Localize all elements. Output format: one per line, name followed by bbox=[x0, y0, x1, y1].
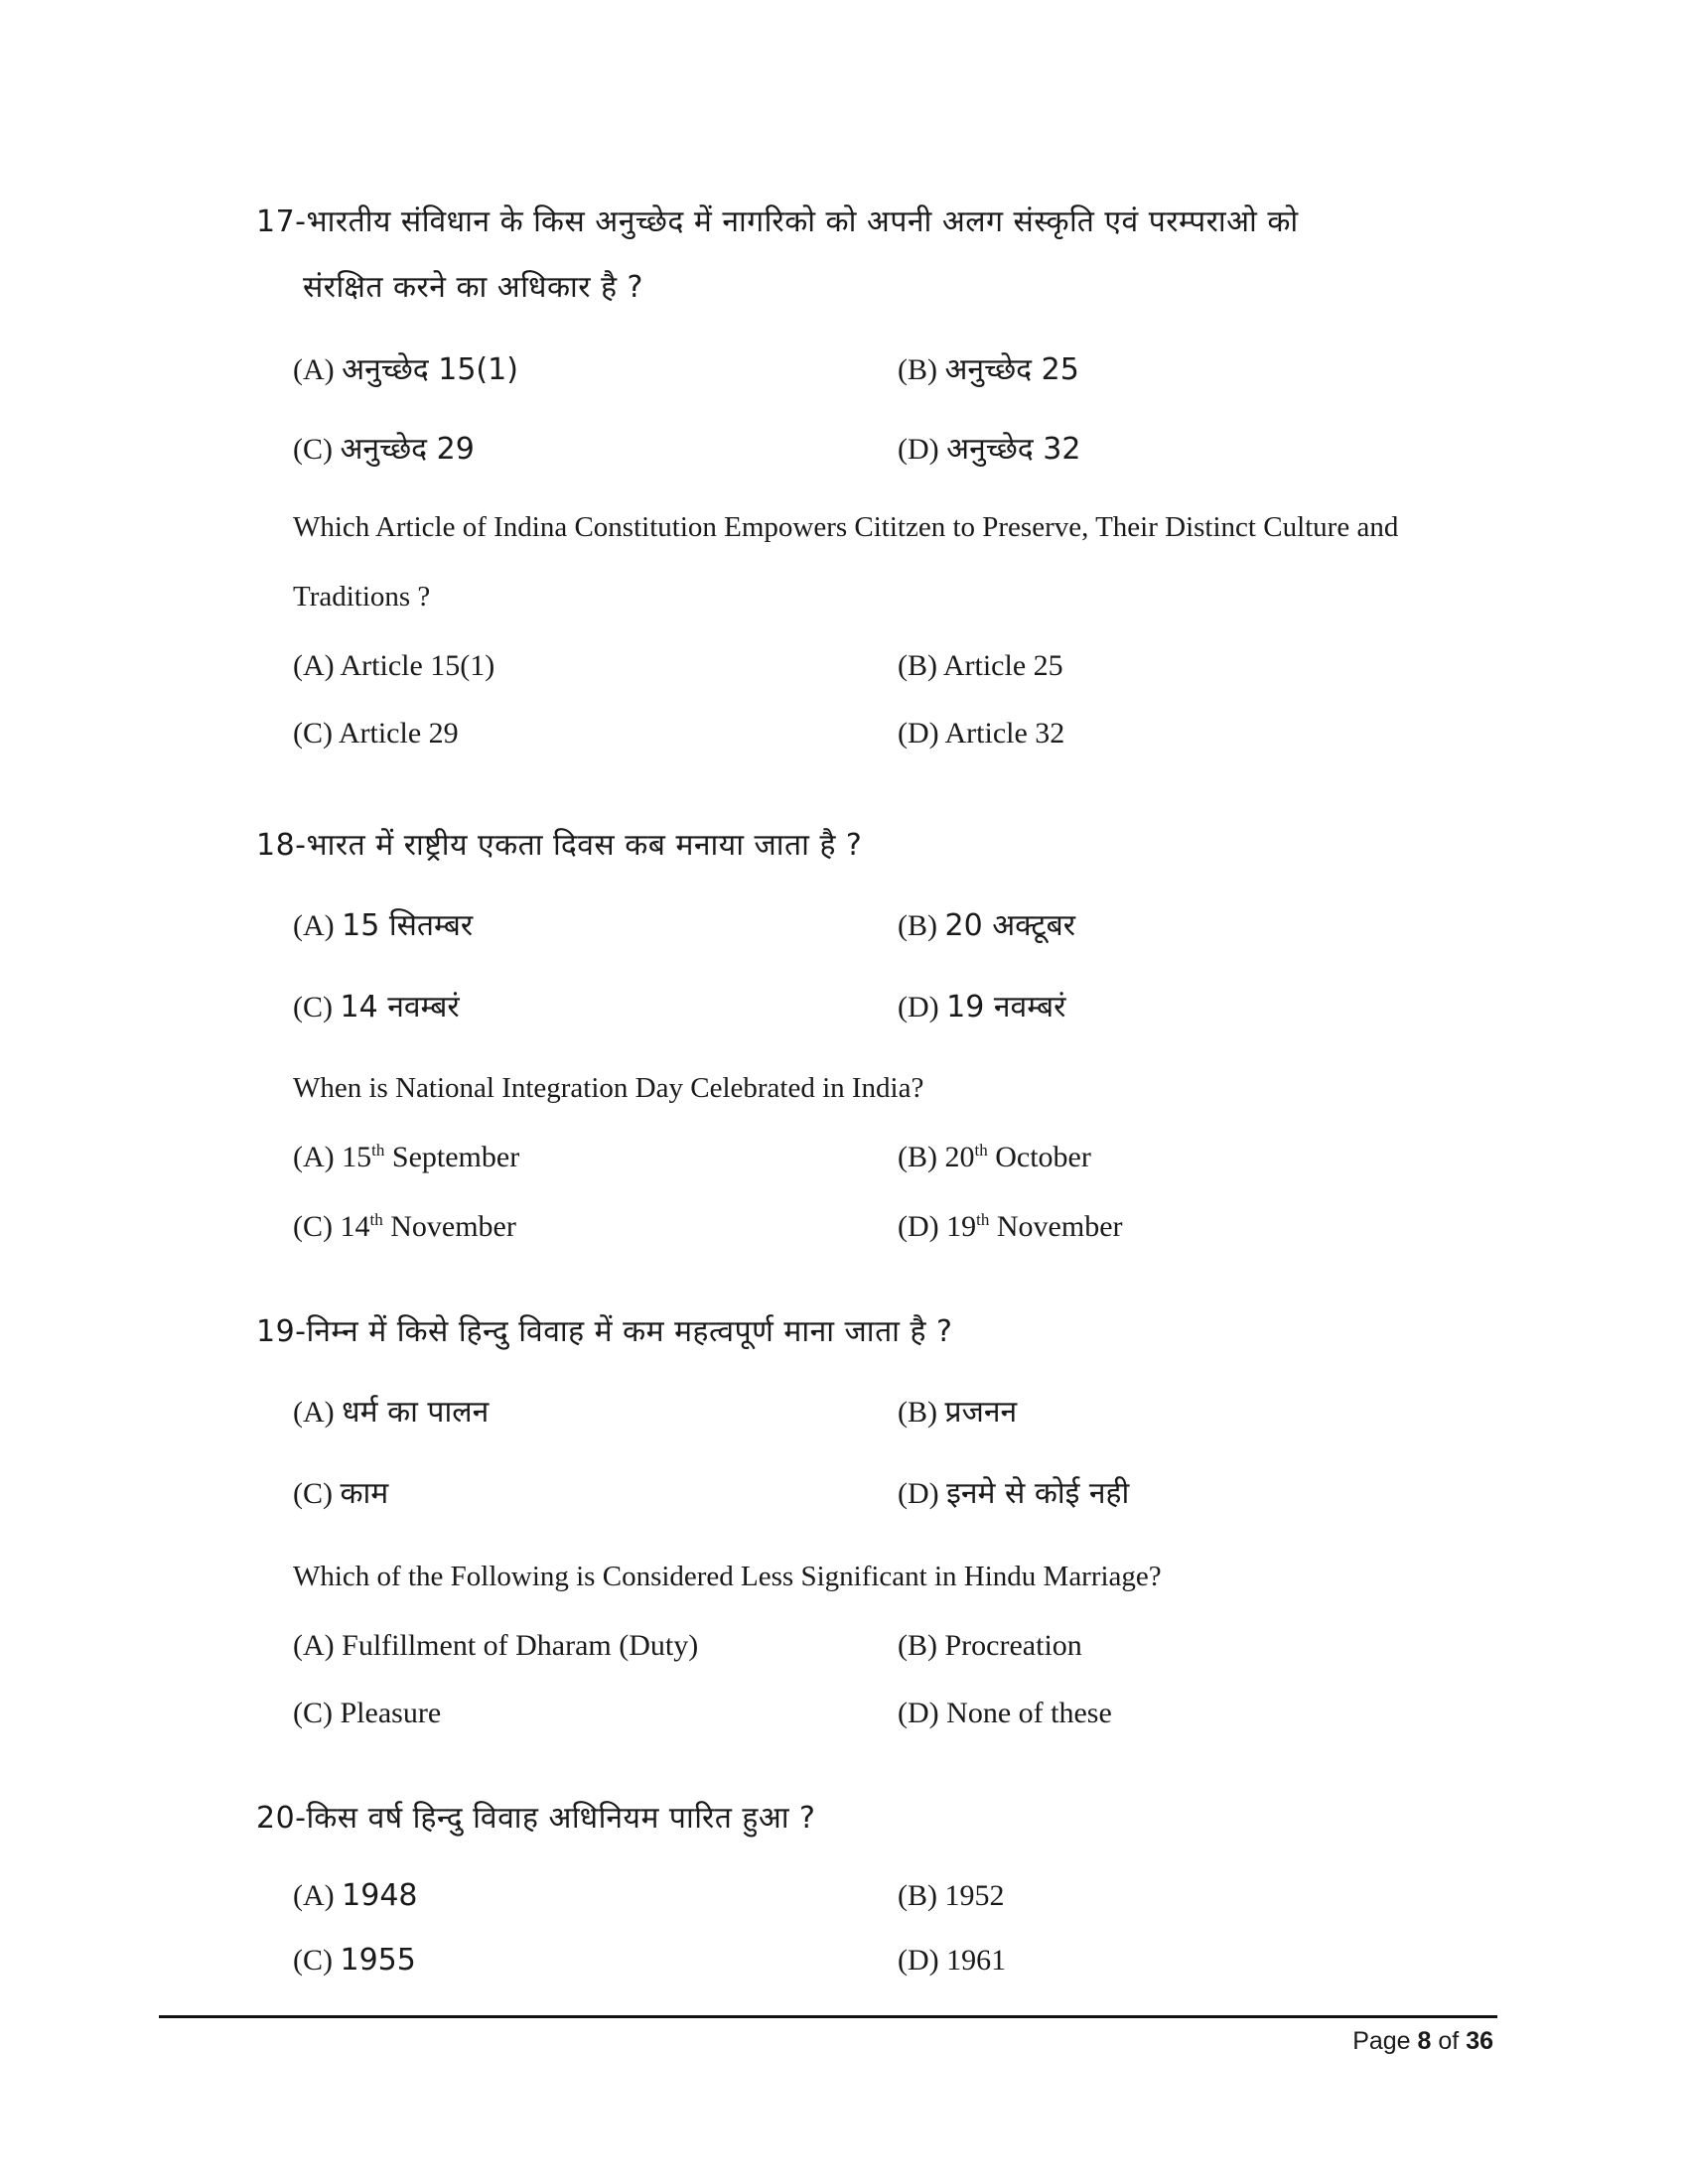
question-17-english-cont: Traditions ? bbox=[293, 581, 431, 613]
q19-english-option-b bbox=[898, 1628, 1082, 1664]
page-prefix: Page bbox=[1352, 2027, 1418, 2055]
q17-hindi-option-d bbox=[898, 432, 1080, 468]
option-text: 1955 bbox=[340, 1943, 416, 1978]
q20-option-b bbox=[898, 1878, 1005, 1914]
q17-english-option-c bbox=[293, 716, 459, 751]
option-text: October bbox=[987, 1141, 1091, 1173]
q20-option-d bbox=[898, 1943, 1006, 1979]
q19-english-option-d bbox=[898, 1696, 1112, 1731]
option-letter: (D) bbox=[898, 717, 939, 750]
q18-hindi-option-d bbox=[898, 990, 1065, 1025]
q20-option-c bbox=[293, 1943, 416, 1979]
option-letter: (A) bbox=[293, 909, 335, 942]
page-middle: of bbox=[1431, 2027, 1467, 2055]
option-text: धर्म का पालन bbox=[342, 1395, 490, 1430]
option-letter: (C) bbox=[293, 1477, 333, 1510]
option-letter: (C) bbox=[293, 1210, 333, 1243]
q17-english-option-d bbox=[898, 716, 1064, 751]
option-letter: (B) bbox=[898, 1396, 937, 1429]
option-letter: (C) bbox=[293, 433, 333, 466]
option-letter: (D) bbox=[898, 1944, 939, 1977]
option-text: November bbox=[382, 1210, 516, 1243]
option-letter: (D) bbox=[898, 1210, 939, 1243]
q17-hindi-option-a bbox=[293, 352, 518, 388]
q19-hindi-option-d bbox=[898, 1476, 1129, 1512]
question-18-english: When is National Integration Day Celebrated in India? bbox=[293, 1072, 924, 1104]
option-text: Fulfillment of Dharam (Duty) bbox=[342, 1629, 699, 1662]
question-20-hindi: 20-किस वर्ष हिन्दु विवाह अधिनियम पारित हुआ ? bbox=[256, 1801, 816, 1836]
ordinal-suffix: th bbox=[974, 1141, 988, 1160]
q18-english-option-d bbox=[898, 1209, 1123, 1245]
question-19-hindi: 19-निम्न में किसे हिन्दु विवाह में कम महत्वपूर्ण माना जाता है ? bbox=[256, 1314, 953, 1349]
question-19-english: Which of the Following is Considered Less Significant in Hindu Marriage? bbox=[293, 1561, 1162, 1592]
footer-divider bbox=[159, 2015, 1497, 2018]
option-letter: (C) bbox=[293, 991, 333, 1024]
option-letter: (D) bbox=[898, 1477, 939, 1510]
option-number: 20 bbox=[944, 1141, 975, 1173]
option-letter: (A) bbox=[293, 649, 335, 682]
option-text: प्रजनन bbox=[944, 1395, 1018, 1430]
option-number: 14 bbox=[340, 1210, 370, 1243]
q18-hindi-option-a bbox=[293, 908, 473, 944]
option-letter: (D) bbox=[898, 433, 939, 466]
q19-english-option-c bbox=[293, 1696, 441, 1731]
q18-hindi-option-c bbox=[293, 990, 460, 1025]
option-text: Pleasure bbox=[340, 1697, 442, 1729]
option-letter: (B) bbox=[898, 1141, 937, 1173]
option-letter: (C) bbox=[293, 717, 333, 750]
option-letter: (A) bbox=[293, 1629, 335, 1662]
question-17-english: Which Article of Indina Constitution Empowers Cititzen to Preserve, Their Distinct Culture and bbox=[293, 511, 1399, 543]
option-text: इनमे से कोई नही bbox=[946, 1476, 1130, 1511]
q18-english-option-c bbox=[293, 1209, 516, 1245]
option-text: अनुच्छेद 15(1) bbox=[342, 352, 518, 387]
option-number: 15 bbox=[342, 1141, 372, 1173]
option-letter: (B) bbox=[898, 909, 937, 942]
option-text: Article 32 bbox=[944, 717, 1065, 750]
option-text: None of these bbox=[946, 1697, 1112, 1729]
option-text: 20 अक्टूबर bbox=[944, 908, 1075, 943]
option-letter: (A) bbox=[293, 1141, 335, 1173]
option-text: 19 नवम्बरं bbox=[946, 990, 1066, 1024]
q17-english-option-b bbox=[898, 648, 1063, 684]
option-text: अनुच्छेद 32 bbox=[946, 432, 1081, 467]
option-letter: (D) bbox=[898, 991, 939, 1024]
option-letter: (B) bbox=[898, 353, 937, 386]
option-letter: (C) bbox=[293, 1697, 333, 1729]
option-letter: (B) bbox=[898, 649, 937, 682]
option-text: Article 15(1) bbox=[340, 649, 495, 682]
option-text: अनुच्छेद 25 bbox=[944, 352, 1079, 387]
q19-english-option-a bbox=[293, 1628, 698, 1664]
option-letter: (B) bbox=[898, 1879, 937, 1912]
option-text: November bbox=[989, 1210, 1123, 1243]
ordinal-suffix: th bbox=[369, 1210, 383, 1229]
q19-hindi-option-c bbox=[293, 1476, 388, 1512]
q19-hindi-option-b bbox=[898, 1395, 1017, 1431]
ordinal-suffix: th bbox=[976, 1210, 990, 1229]
option-text: Article 25 bbox=[942, 649, 1063, 682]
question-17-hindi: 17-भारतीय संविधान के किस अनुच्छेद में नागरिको को अपनी अलग संस्कृति एवं परम्पराओ को bbox=[256, 205, 1299, 239]
q19-hindi-option-a bbox=[293, 1395, 489, 1431]
option-letter: (A) bbox=[293, 1396, 335, 1429]
q18-english-option-a bbox=[293, 1140, 519, 1175]
option-text: 1948 bbox=[342, 1878, 418, 1913]
option-letter: (A) bbox=[293, 1879, 335, 1912]
q20-option-a bbox=[293, 1878, 418, 1914]
q18-hindi-option-b bbox=[898, 908, 1075, 944]
option-text: अनुच्छेद 29 bbox=[340, 432, 475, 467]
option-letter: (D) bbox=[898, 1697, 939, 1729]
option-text: 15 सितम्बर bbox=[342, 908, 474, 943]
option-letter: (B) bbox=[898, 1629, 937, 1662]
option-text: 1961 bbox=[946, 1944, 1007, 1977]
question-18-hindi: 18-भारत में राष्ट्रीय एकता दिवस कब मनाया जाता है ? bbox=[256, 828, 863, 863]
q17-hindi-option-b bbox=[898, 352, 1079, 388]
option-number: 19 bbox=[946, 1210, 977, 1243]
option-text: काम bbox=[340, 1476, 389, 1511]
page-number bbox=[1352, 2027, 1493, 2056]
option-text: 1952 bbox=[944, 1879, 1005, 1912]
option-text: September bbox=[384, 1141, 520, 1173]
ordinal-suffix: th bbox=[371, 1141, 385, 1160]
option-text: 14 नवम्बरं bbox=[340, 990, 460, 1024]
q17-hindi-option-c bbox=[293, 432, 475, 468]
current-page: 8 bbox=[1417, 2027, 1432, 2055]
q18-english-option-b bbox=[898, 1140, 1091, 1175]
option-text: Procreation bbox=[944, 1629, 1082, 1662]
option-text: Article 29 bbox=[338, 717, 459, 750]
question-17-hindi-cont: संरक्षित करने का अधिकार है ? bbox=[303, 270, 643, 305]
option-letter: (C) bbox=[293, 1944, 333, 1977]
q17-english-option-a bbox=[293, 648, 494, 684]
option-letter: (A) bbox=[293, 353, 335, 386]
total-pages: 36 bbox=[1466, 2027, 1493, 2055]
